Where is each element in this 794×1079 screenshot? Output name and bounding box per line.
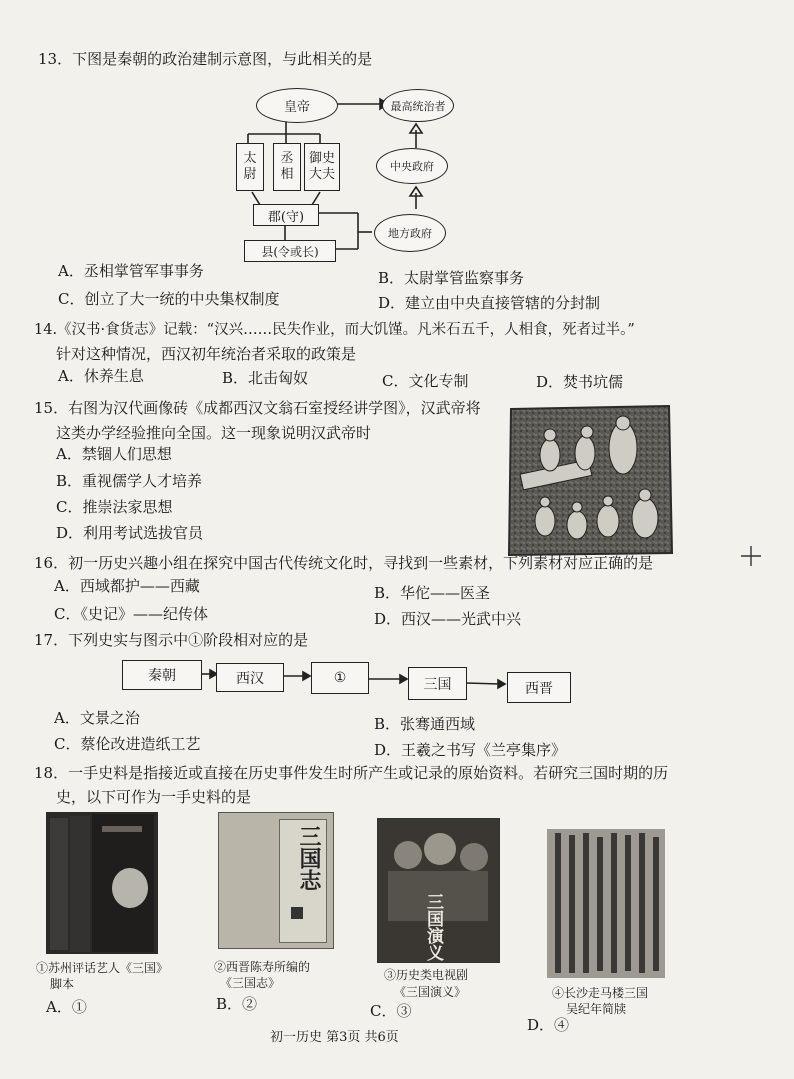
flow-box-qin: 秦朝 xyxy=(122,660,202,690)
caption-2-line2: 《三国志》 xyxy=(220,976,281,990)
q16-option-d: D．西汉——光武中兴 xyxy=(374,610,522,628)
caption-3-line1: ③历史类电视剧 xyxy=(384,968,469,982)
flow-box-xihan: 西汉 xyxy=(216,663,284,692)
q14-option-d: D．焚书坑儒 xyxy=(536,373,624,391)
q17-option-b: B．张骞通西域 xyxy=(374,715,476,733)
local-node: 地方政府 xyxy=(374,214,446,252)
q16-option-a: A．西域都护——西藏 xyxy=(54,577,200,595)
q13-stem: 13．下图是秦朝的政治建制示意图，与此相关的是 xyxy=(38,50,373,68)
q16-stem: 16．初一历史兴趣小组在探究中国古代传统文化时，寻找到一些素材，下列素材对应正确的是 xyxy=(34,554,654,572)
jun-node: 郡(守) xyxy=(253,204,319,226)
q14-stem-line2: 针对这种情况，西汉初年统治者采取的政策是 xyxy=(56,345,357,363)
registration-mark xyxy=(740,545,762,567)
tv-drama-poster-image xyxy=(377,818,500,963)
caption-4-line2: 吴纪年简牍 xyxy=(566,1002,627,1016)
q13-option-d: D．建立由中央直接管辖的分封制 xyxy=(378,294,601,312)
q14-option-c: C．文化专制 xyxy=(382,372,469,390)
q16-option-b: B．华佗——医圣 xyxy=(374,584,491,602)
storyteller-script-image xyxy=(46,812,158,954)
central-node: 中央政府 xyxy=(376,148,448,184)
q18-option-c: C．③ xyxy=(370,1002,412,1020)
flow-box-xijin: 西晋 xyxy=(507,672,571,703)
q14-stem-line1: 14.《汉书·食货志》记载：“汉兴……民失作业，而大饥馑。凡米石五千，人相食，死者过半。” xyxy=(34,322,635,338)
q17-stem: 17．下列史实与图示中①阶段相对应的是 xyxy=(34,631,309,649)
caption-1-line2: 脚本 xyxy=(50,977,75,991)
taiwei-node xyxy=(236,143,264,191)
flow-arrows xyxy=(0,650,794,710)
q15-option-b: B．重视儒学人才培养 xyxy=(56,472,203,490)
flow-box-stage-1: ① xyxy=(311,662,369,694)
chengxiang-label: 丞相 xyxy=(280,151,294,182)
q17-option-a: A．文景之治 xyxy=(54,709,140,727)
supreme-node: 最高统治者 xyxy=(382,89,454,122)
q13-option-b: B．太尉掌管监察事务 xyxy=(378,269,525,287)
q14-option-a: A．休养生息 xyxy=(58,367,144,385)
q13-option-a: A．丞相掌管军事事务 xyxy=(58,262,204,280)
xian-node: 县(令或长) xyxy=(244,240,336,262)
q18-option-b: B．② xyxy=(216,995,258,1013)
q18-stem-line2: 史，以下可作为一手史料的是 xyxy=(56,788,252,806)
book-cover-title: 三国志 xyxy=(296,825,322,891)
yushi-node xyxy=(304,143,340,191)
q18-option-a: A．① xyxy=(46,998,87,1016)
taiwei-label: 太尉 xyxy=(243,151,257,182)
q15-stem-line2: 这类办学经验推向全国。这一现象说明汉武帝时 xyxy=(56,424,372,442)
emperor-node: 皇帝 xyxy=(256,88,338,123)
q17-option-c: C．蔡伦改进造纸工艺 xyxy=(54,735,201,753)
poster-title: 三国演义 xyxy=(423,893,443,961)
q18-stem-line1: 18．一手史料是指接近或直接在历史事件发生时所产生或记录的原始资料。若研究三国时期的历 xyxy=(34,764,669,782)
q13-option-c: C．创立了大一统的中央集权制度 xyxy=(58,290,280,308)
q14-option-b: B．北击匈奴 xyxy=(222,369,309,387)
caption-1-line1: ①苏州评话艺人《三国》 xyxy=(36,961,169,975)
sanguozhi-book-image xyxy=(218,812,334,949)
q16-option-c: C．《史记》——纪传体 xyxy=(54,605,208,623)
flow-box-sanguo: 三国 xyxy=(408,667,467,700)
q15-option-a: A．禁锢人们思想 xyxy=(56,445,172,463)
caption-3-line2: 《三国演义》 xyxy=(394,985,467,999)
q17-option-d: D．王羲之书写《兰亭集序》 xyxy=(374,741,567,759)
q18-option-d: D．④ xyxy=(527,1016,570,1034)
han-brick-relief-image xyxy=(505,403,675,558)
bamboo-slips-image xyxy=(547,829,665,978)
yushi-label: 御史大夫 xyxy=(308,151,335,182)
q15-option-d: D．利用考试选拔官员 xyxy=(56,524,204,542)
page-footer: 初一历史 第3页 共6页 xyxy=(270,1030,399,1045)
q15-option-c: C．推崇法家思想 xyxy=(56,498,173,516)
caption-4-line1: ④长沙走马楼三国 xyxy=(552,986,649,1000)
caption-2-line1: ②西晋陈寿所编的 xyxy=(214,960,311,974)
q15-stem-line1: 15．右图为汉代画像砖《成都西汉文翁石室授经讲学图》，汉武帝将 xyxy=(34,399,481,417)
chengxiang-node xyxy=(273,143,301,191)
